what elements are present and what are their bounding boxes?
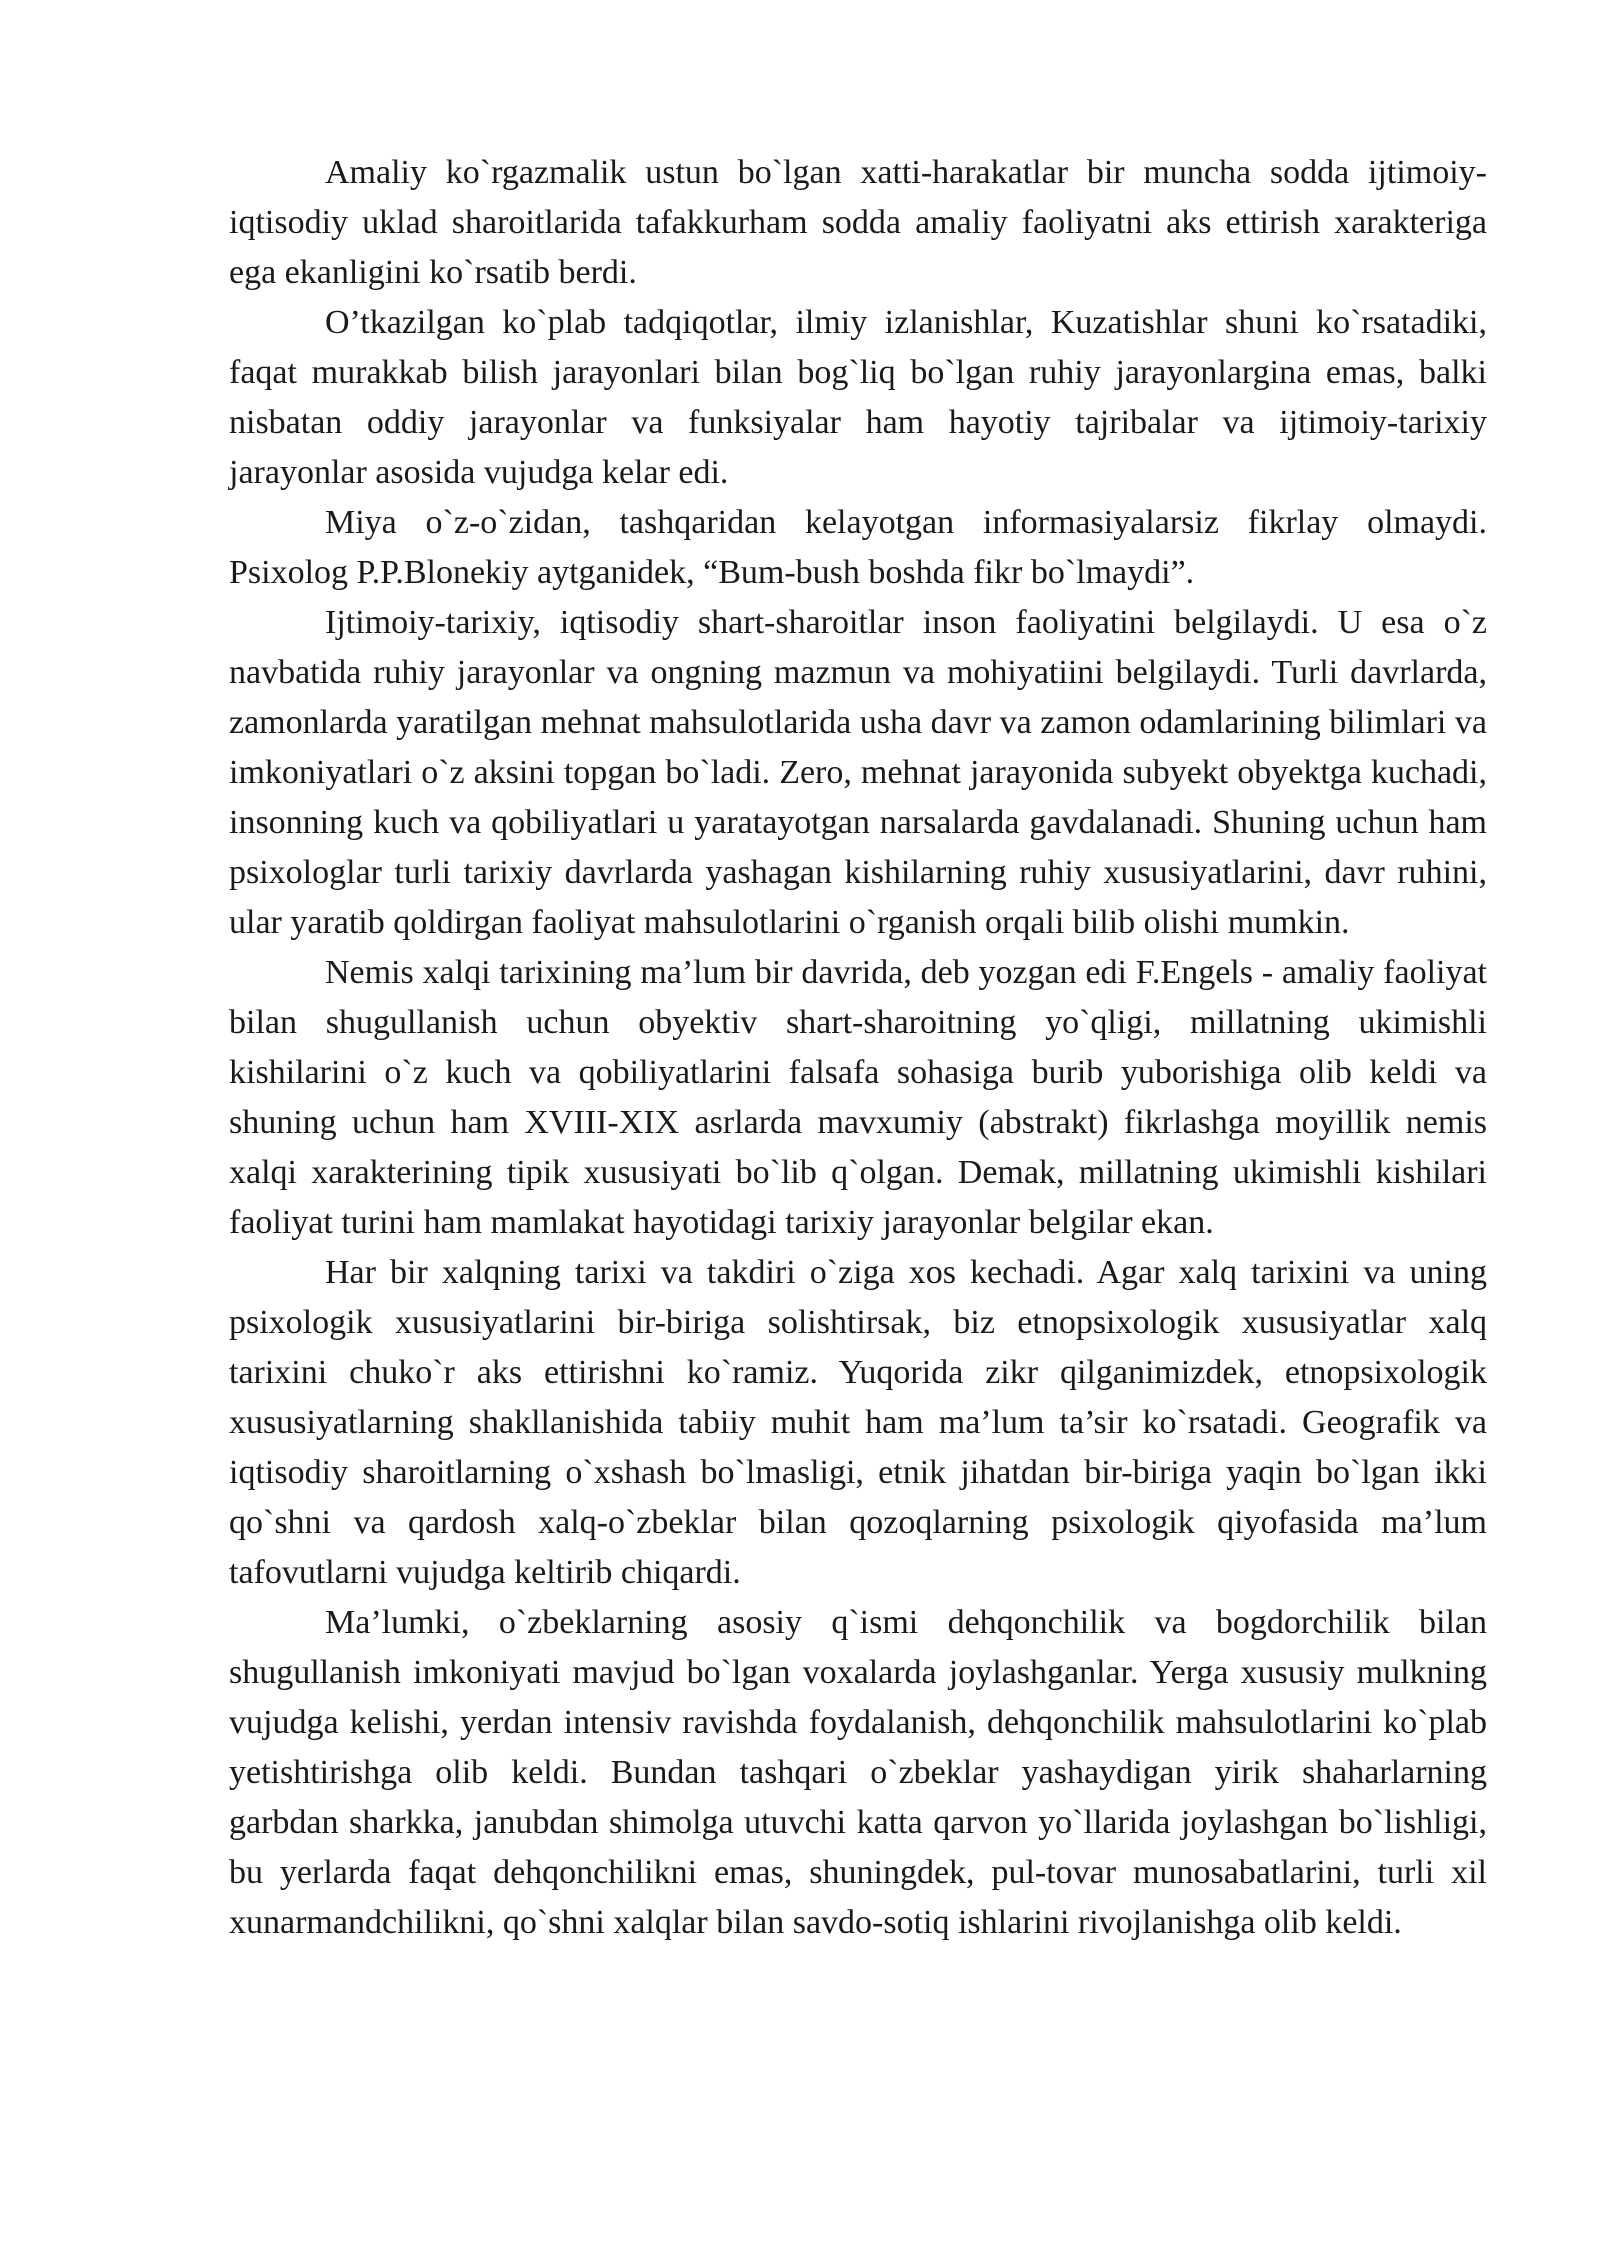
paragraph-2: O’tkazilgan ko`plab tadqiqotlar, ilmiy izlanishlar, Kuzatishlar shuni ko`rsatadiki, faqat murakkab bilish jarayonlari bilan bog`liq bo`lgan ruhiy jarayonlargina emas, balki nisbatan oddiy jarayonlar va funksiyalar ham hayotiy tajribalar va ijtimoiy-tarixiy jarayonlar asosida vujudga kelar edi. — [229, 304, 1487, 491]
paragraph-6: Har bir xalqning tarixi va takdiri o`ziga xos kechadi. Agar xalq tarixini va uning psixologik xususiyatlarini bir-biriga solishtirsak, biz etnopsixologik xususiyatlar xalq tarixini chuko`r aks ettirishni ko`ramiz. Yuqorida zikr qilganimizdek, etnopsixologik xususiyatlarning shakllanishida tabiiy muhit ham ma’lum ta’sir ko`rsatadi. Geografik va iqtisodiy sharoitlarning o`xshash bo`lmasligi, etnik jihatdan bir-biriga yaqin bo`lgan ikki qo`shni va qardosh xalq-o`zbeklar bilan qozoqlarning psixologik qiyofasida ma’lum tafovutlarni vujudga keltirib chiqardi. — [229, 1254, 1487, 1591]
paragraph-4: Ijtimoiy-tarixiy, iqtisodiy shart-sharoitlar inson faoliyatini belgilaydi. U esa o`z navbatida ruhiy jarayonlar va ongning mazmun va mohiyatiini belgilaydi. Turli davrlarda, zamonlarda yaratilgan mehnat mahsulotlarida usha davr va zamon odamlarining bilimlari va imkoniyatlari o`z aksini topgan bo`ladi. Zero, mehnat jarayonida subyekt obyektga kuchadi, insonning kuch va qobiliyatlari u yaratayotgan narsalarda gavdalanadi. Shuning uchun ham psixologlar turli tarixiy davrlarda yashagan kishilarning ruhiy xususiyatlarini, davr ruhini, ular yaratib qoldirgan faoliyat mahsulotlarini o`rganish orqali bilib olishi mumkin. — [229, 604, 1487, 941]
document-body — [229, 148, 1487, 1948]
paragraph-3: Miya o`z-o`zidan, tashqaridan kelayotgan informasiyalarsiz fikrlay olmaydi. Psixolog P.P.Blonekiy aytganidek, “Bum-bush boshda fikr bo`lmaydi”. — [229, 504, 1487, 591]
paragraph-7: Ma’lumki, o`zbeklarning asosiy q`ismi dehqonchilik va bogdorchilik bilan shugullanish imkoniyati mavjud bo`lgan voxalarda joylashganlar. Yerga xususiy mulkning vujudga kelishi, yerdan intensiv ravishda foydalanish, dehqonchilik mahsulotlarini ko`plab yetishtirishga olib keldi. Bundan tashqari o`zbeklar yashaydigan yirik shaharlarning garbdan sharkka, janubdan shimolga utuvchi katta qarvon yo`llarida joylashgan bo`lishligi, bu yerlarda faqat dehqonchilikni emas, shuningdek, pul-tovar munosabatlarini, turli xil xunarmandchilikni, qo`shni xalqlar bilan savdo-sotiq ishlarini rivojlanishga olib keldi. — [229, 1604, 1487, 1941]
paragraph-5: Nemis xalqi tarixining ma’lum bir davrida, deb yozgan edi F.Engels - amaliy faoliyat bilan shugullanish uchun obyektiv shart-sharoitning yo`qligi, millatning ukimishli kishilarini o`z kuch va qobiliyatlarini falsafa sohasiga burib yuborishiga olib keldi va shuning uchun ham XVIII-XIX asrlarda mavxumiy (abstrakt) fikrlashga moyillik nemis xalqi xarakterining tipik xususiyati bo`lib q`olgan. Demak, millatning ukimishli kishilari faoliyat turini ham mamlakat hayotidagi tarixiy jarayonlar belgilar ekan. — [229, 954, 1487, 1241]
paragraph-1: Amaliy ko`rgazmalik ustun bo`lgan xatti-harakatlar bir muncha sodda ijtimoiy-iqtisodiy uklad sharoitlarida tafakkurham sodda amaliy faoliyatni aks ettirish xarakteriga ega ekanligini ko`rsatib berdi. — [229, 154, 1487, 291]
